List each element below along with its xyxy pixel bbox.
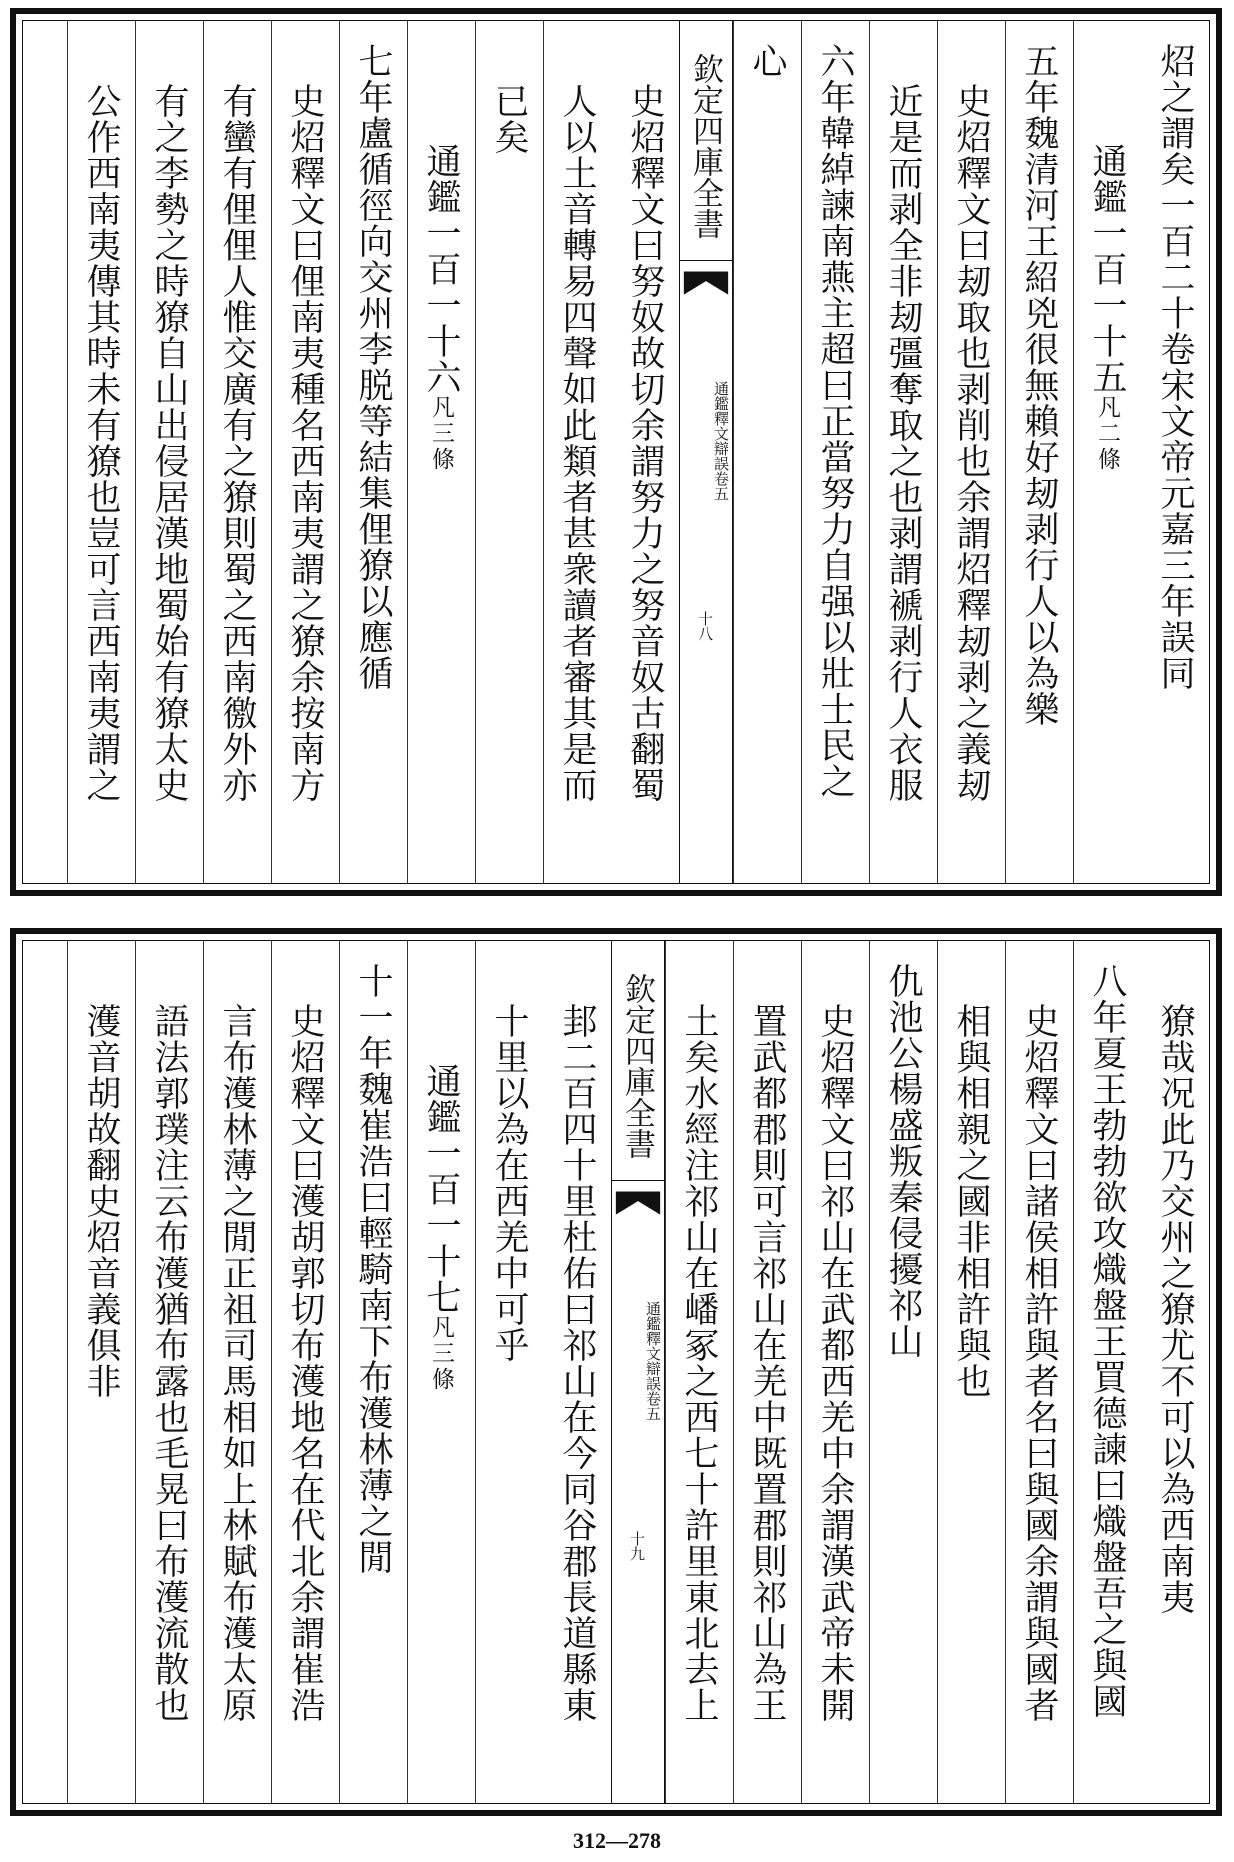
column-text: 通鑑一百一十五 bbox=[1087, 143, 1127, 395]
column-text: 史炤釋文曰濩胡郭切布濩地名在代北余謂崔浩 bbox=[285, 1003, 325, 1723]
bottom-center-volume bbox=[612, 1231, 664, 1491]
text-column bbox=[543, 941, 611, 1803]
column-text: 有之李勢之時獠自山出侵居漢地蜀始有獠太史 bbox=[149, 83, 189, 803]
column-text: 六年韓綽諫南燕主超曰正當努力自强以壯士民之 bbox=[815, 43, 855, 799]
text-column bbox=[937, 21, 1005, 883]
text-column bbox=[407, 21, 475, 883]
column-text: 史炤釋文曰刼取也剥削也余謂炤釋刼剥之義刼 bbox=[951, 83, 991, 803]
column-text: 言布濩林薄之閒正祖司馬相如上林賦布濩太原 bbox=[217, 1003, 257, 1723]
text-column bbox=[203, 941, 271, 1803]
top-center-title: 欽定四庫全書 bbox=[680, 21, 732, 261]
top-center-folio: 十八 bbox=[696, 611, 714, 641]
column-text: 有蠻有俚俚人惟交廣有之獠則蜀之西南徼外亦 bbox=[217, 83, 257, 803]
top-center-juan: 卷五 bbox=[712, 471, 730, 501]
top-center-book-title: 通鑑釋文辯誤 bbox=[712, 381, 730, 471]
column-text: 已矣 bbox=[489, 83, 529, 155]
text-column bbox=[203, 21, 271, 883]
top-page-text-area bbox=[22, 20, 1210, 884]
bottom-page bbox=[10, 928, 1222, 1816]
text-column bbox=[67, 941, 135, 1803]
column-text: 史炤釋文曰俚南夷種名西南夷謂之獠余按南方 bbox=[285, 83, 325, 803]
bottom-center-juan: 卷五 bbox=[644, 1391, 662, 1421]
bottom-right-half bbox=[665, 941, 1209, 1803]
column-text: 十一年魏崔浩曰輕騎南下布濩林薄之閒 bbox=[353, 963, 393, 1575]
column-text: 獠哉况此乃交州之獠尤不可以為西南夷 bbox=[1155, 1003, 1195, 1615]
top-page bbox=[10, 8, 1222, 896]
text-column bbox=[475, 941, 543, 1803]
text-column bbox=[665, 941, 733, 1803]
text-column bbox=[869, 941, 937, 1803]
text-column bbox=[543, 21, 611, 883]
column-text: 通鑑一百一十七 bbox=[421, 1063, 461, 1315]
text-column bbox=[801, 21, 869, 883]
page-number: 312—278 bbox=[573, 1828, 661, 1853]
column-text: 炤之謂矣一百二十卷宋文帝元嘉三年誤同 bbox=[1155, 43, 1195, 691]
bottom-center-title: 欽定四庫全書 bbox=[612, 941, 664, 1181]
bottom-page-text-area bbox=[22, 940, 1210, 1804]
text-column bbox=[135, 941, 203, 1803]
text-column bbox=[271, 941, 339, 1803]
text-column bbox=[67, 21, 135, 883]
text-column bbox=[733, 21, 801, 883]
column-text: 心 bbox=[747, 43, 787, 79]
column-text: 仇池公楊盛叛秦侵擾祁山 bbox=[883, 963, 923, 1359]
column-text: 七年盧循徑向交州李脱等結集俚獠以應循 bbox=[353, 43, 393, 691]
text-column bbox=[611, 21, 679, 883]
column-text: 十里以為在西羌中可乎 bbox=[489, 1003, 529, 1363]
text-column bbox=[869, 21, 937, 883]
text-column bbox=[1005, 941, 1073, 1803]
text-column bbox=[1141, 21, 1209, 883]
text-column bbox=[339, 941, 407, 1803]
text-column bbox=[1005, 21, 1073, 883]
text-column bbox=[339, 21, 407, 883]
text-column bbox=[135, 21, 203, 883]
top-center-column bbox=[679, 21, 733, 883]
text-column bbox=[1073, 941, 1141, 1803]
column-text: 邽二百四十里杜佑曰祁山在今同谷郡長道縣東 bbox=[557, 1003, 597, 1723]
column-text: 公作西南夷傳其時未有獠也豈可言西南夷謂之 bbox=[81, 83, 121, 803]
text-column bbox=[937, 941, 1005, 1803]
column-text: 八年夏王勃勃欲攻熾盤王買德諫曰熾盤吾之與國 bbox=[1087, 963, 1127, 1719]
column-text: 五年魏清河王紹兇很無賴好刼剥行人以為樂 bbox=[1019, 43, 1059, 727]
text-column bbox=[1073, 21, 1141, 883]
column-text: 近是而剥全非刼彊奪取之也剥謂褫剥行人衣服 bbox=[883, 83, 923, 803]
column-text: 置武都郡則可言祁山在羌中既置郡則祁山為王 bbox=[747, 1003, 787, 1723]
bottom-center-column bbox=[611, 941, 665, 1803]
fishtail-mark-icon bbox=[612, 1189, 664, 1219]
fishtail-mark-icon bbox=[680, 269, 732, 299]
bottom-center-book-title: 通鑑釋文辯誤 bbox=[644, 1301, 662, 1391]
entry-count-note: 凡三條 bbox=[428, 395, 454, 473]
column-text: 史炤釋文曰諸侯相許與者名曰與國余謂與國者 bbox=[1019, 1003, 1059, 1723]
bottom-center-folio: 十九 bbox=[628, 1531, 646, 1561]
top-center-volume bbox=[680, 311, 732, 571]
text-column bbox=[407, 941, 475, 1803]
bottom-left-half bbox=[67, 941, 611, 1803]
text-column bbox=[271, 21, 339, 883]
column-text: 語法郭璞注云布濩猶布露也毛晃曰布濩流散也 bbox=[149, 1003, 189, 1723]
column-text: 人以土音轉易四聲如此類者甚衆讀者審其是而 bbox=[557, 83, 597, 803]
column-text: 史炤釋文曰祁山在武都西羌中余謂漢武帝未開 bbox=[815, 1003, 855, 1723]
text-column bbox=[1141, 941, 1209, 1803]
column-text: 濩音胡故翻史炤音義俱非 bbox=[81, 1003, 121, 1399]
entry-count-note: 凡二條 bbox=[1094, 395, 1120, 473]
top-right-half bbox=[733, 21, 1209, 883]
entry-count-note: 凡三條 bbox=[428, 1315, 454, 1393]
column-text: 土矣水經注祁山在嶓冢之西七十許里東北去上 bbox=[679, 1003, 719, 1723]
column-text: 史炤釋文曰努奴故切余謂努力之努音奴古翻蜀 bbox=[625, 83, 665, 803]
text-column bbox=[801, 941, 869, 1803]
top-left-half bbox=[67, 21, 679, 883]
text-column bbox=[733, 941, 801, 1803]
column-text: 通鑑一百一十六 bbox=[421, 143, 461, 395]
column-text: 相與相親之國非相許與也 bbox=[951, 1003, 991, 1399]
text-column bbox=[475, 21, 543, 883]
